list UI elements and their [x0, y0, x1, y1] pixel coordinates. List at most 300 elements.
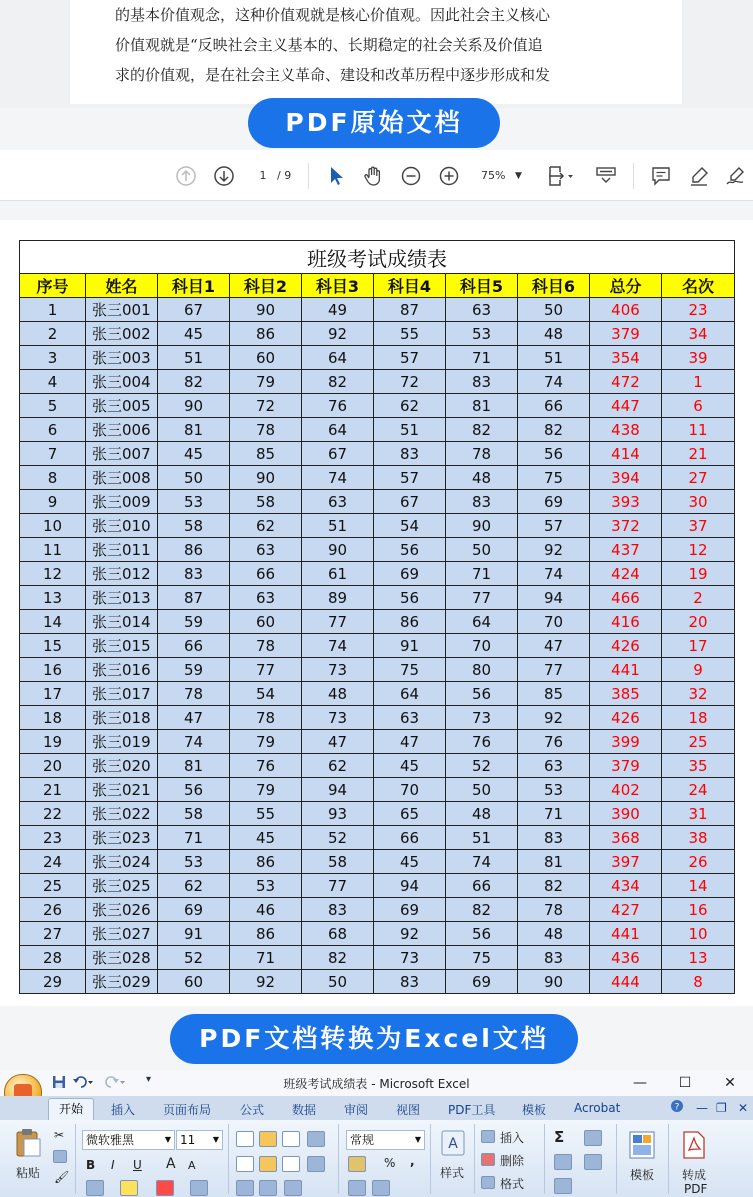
table-cell[interactable]: 10	[20, 514, 86, 538]
table-cell[interactable]: 张三001	[86, 298, 158, 322]
table-cell[interactable]: 21	[662, 442, 735, 466]
tab-data[interactable]: 数据	[292, 1103, 317, 1117]
table-cell[interactable]: 86	[374, 610, 446, 634]
table-cell[interactable]: 10	[662, 922, 735, 946]
decrease-indent-icon[interactable]	[236, 1180, 254, 1196]
table-cell[interactable]: 14	[662, 874, 735, 898]
select-cursor-icon[interactable]	[323, 163, 349, 189]
tab-home[interactable]: 开始	[48, 1098, 94, 1121]
table-cell[interactable]: 8	[20, 466, 86, 490]
table-cell[interactable]: 92	[230, 970, 302, 994]
table-cell[interactable]: 83	[374, 442, 446, 466]
table-cell[interactable]: 56	[374, 538, 446, 562]
page-number-input[interactable]: 1	[259, 169, 267, 182]
table-cell[interactable]: 379	[590, 754, 662, 778]
table-cell[interactable]: 82	[302, 370, 374, 394]
table-cell[interactable]: 29	[20, 970, 86, 994]
table-cell[interactable]: 90	[302, 538, 374, 562]
table-cell[interactable]: 69	[374, 562, 446, 586]
table-cell[interactable]: 402	[590, 778, 662, 802]
table-cell[interactable]: 82	[518, 418, 590, 442]
table-cell[interactable]: 28	[20, 946, 86, 970]
insert-cells-button[interactable]: 插入	[500, 1131, 525, 1145]
table-cell[interactable]: 23	[662, 298, 735, 322]
table-cell[interactable]: 444	[590, 970, 662, 994]
table-cell[interactable]: 49	[302, 298, 374, 322]
table-cell[interactable]: 25	[20, 874, 86, 898]
table-cell[interactable]: 4	[20, 370, 86, 394]
table-cell[interactable]: 50	[302, 970, 374, 994]
table-cell[interactable]: 53	[230, 874, 302, 898]
table-cell[interactable]: 72	[374, 370, 446, 394]
table-cell[interactable]: 83	[518, 826, 590, 850]
table-cell[interactable]: 60	[230, 346, 302, 370]
table-cell[interactable]: 427	[590, 898, 662, 922]
table-cell[interactable]: 69	[158, 898, 230, 922]
table-cell[interactable]: 74	[302, 634, 374, 658]
tab-view[interactable]: 视图	[396, 1103, 421, 1117]
table-cell[interactable]: 76	[518, 730, 590, 754]
table-cell[interactable]: 78	[518, 898, 590, 922]
table-cell[interactable]: 8	[662, 970, 735, 994]
zoom-level-select[interactable]	[475, 165, 527, 187]
font-color-icon[interactable]	[156, 1180, 174, 1196]
table-cell[interactable]: 82	[518, 874, 590, 898]
table-cell[interactable]: 51	[518, 346, 590, 370]
delete-cells-button[interactable]: 删除	[500, 1154, 525, 1168]
table-cell[interactable]: 45	[230, 826, 302, 850]
table-cell[interactable]: 65	[374, 802, 446, 826]
table-cell[interactable]: 48	[446, 466, 518, 490]
hand-tool-icon[interactable]	[360, 163, 386, 189]
table-cell[interactable]: 77	[302, 610, 374, 634]
table-cell[interactable]: 86	[158, 538, 230, 562]
table-cell[interactable]: 张三017	[86, 682, 158, 706]
table-cell[interactable]: 70	[374, 778, 446, 802]
table-cell[interactable]: 77	[518, 658, 590, 682]
table-cell[interactable]: 32	[662, 682, 735, 706]
table-cell[interactable]: 83	[158, 562, 230, 586]
table-cell[interactable]: 90	[158, 394, 230, 418]
table-cell[interactable]: 438	[590, 418, 662, 442]
table-cell[interactable]: 90	[518, 970, 590, 994]
table-cell[interactable]: 20	[662, 610, 735, 634]
table-cell[interactable]: 82	[158, 370, 230, 394]
table-cell[interactable]: 75	[374, 658, 446, 682]
table-cell[interactable]: 93	[302, 802, 374, 826]
table-cell[interactable]: 70	[446, 634, 518, 658]
table-cell[interactable]: 张三022	[86, 802, 158, 826]
cut-icon[interactable]: ✂	[54, 1128, 65, 1142]
table-cell[interactable]: 张三027	[86, 922, 158, 946]
table-cell[interactable]: 60	[158, 970, 230, 994]
save-icon[interactable]	[52, 1075, 66, 1092]
bold-button[interactable]: B	[86, 1158, 96, 1172]
table-cell[interactable]: 466	[590, 586, 662, 610]
comma-button[interactable]: ,	[410, 1154, 415, 1168]
table-cell[interactable]: 94	[374, 874, 446, 898]
table-cell[interactable]: 397	[590, 850, 662, 874]
border-icon[interactable]	[86, 1180, 104, 1196]
table-cell[interactable]: 78	[446, 442, 518, 466]
table-cell[interactable]: 81	[158, 418, 230, 442]
ribbon-close-icon[interactable]: ✕	[738, 1101, 749, 1115]
table-cell[interactable]: 18	[20, 706, 86, 730]
table-cell[interactable]: 15	[20, 634, 86, 658]
table-cell[interactable]: 45	[374, 850, 446, 874]
table-cell[interactable]: 424	[590, 562, 662, 586]
table-cell[interactable]: 11	[20, 538, 86, 562]
table-cell[interactable]: 51	[374, 418, 446, 442]
table-cell[interactable]: 85	[518, 682, 590, 706]
table-cell[interactable]: 81	[158, 754, 230, 778]
sign-icon[interactable]	[722, 163, 748, 189]
format-cells-button[interactable]: 格式	[500, 1177, 525, 1191]
table-cell[interactable]: 56	[518, 442, 590, 466]
table-cell[interactable]: 19	[20, 730, 86, 754]
table-cell[interactable]: 39	[662, 346, 735, 370]
table-cell[interactable]: 59	[158, 610, 230, 634]
table-cell[interactable]: 62	[374, 394, 446, 418]
template-button[interactable]: 模板	[630, 1168, 655, 1182]
table-cell[interactable]: 441	[590, 922, 662, 946]
delete-cells-icon[interactable]	[481, 1153, 495, 1166]
table-cell[interactable]: 38	[662, 826, 735, 850]
table-cell[interactable]: 50	[446, 538, 518, 562]
ribbon-minimize-icon[interactable]: —	[696, 1101, 708, 1115]
prev-page-icon[interactable]	[173, 163, 199, 189]
table-cell[interactable]: 45	[374, 754, 446, 778]
table-cell[interactable]: 71	[230, 946, 302, 970]
table-cell[interactable]: 3	[20, 346, 86, 370]
table-cell[interactable]: 81	[518, 850, 590, 874]
table-cell[interactable]: 张三015	[86, 634, 158, 658]
table-cell[interactable]: 56	[446, 682, 518, 706]
table-cell[interactable]: 25	[662, 730, 735, 754]
table-cell[interactable]: 48	[446, 802, 518, 826]
table-cell[interactable]: 57	[374, 466, 446, 490]
align-top-icon[interactable]	[236, 1131, 254, 1147]
table-cell[interactable]: 26	[20, 898, 86, 922]
table-cell[interactable]: 24	[20, 850, 86, 874]
table-cell[interactable]: 87	[158, 586, 230, 610]
table-cell[interactable]: 414	[590, 442, 662, 466]
table-cell[interactable]: 张三008	[86, 466, 158, 490]
table-cell[interactable]: 57	[374, 346, 446, 370]
table-cell[interactable]: 77	[446, 586, 518, 610]
table-cell[interactable]: 472	[590, 370, 662, 394]
table-cell[interactable]: 张三023	[86, 826, 158, 850]
table-cell[interactable]: 63	[230, 586, 302, 610]
table-cell[interactable]: 368	[590, 826, 662, 850]
table-cell[interactable]: 张三013	[86, 586, 158, 610]
table-cell[interactable]: 83	[302, 898, 374, 922]
styles-button[interactable]: 样式	[440, 1166, 465, 1180]
table-cell[interactable]: 46	[230, 898, 302, 922]
table-cell[interactable]: 12	[662, 538, 735, 562]
table-cell[interactable]: 张三007	[86, 442, 158, 466]
align-right-icon[interactable]	[282, 1156, 300, 1172]
table-cell[interactable]: 92	[374, 922, 446, 946]
table-cell[interactable]: 447	[590, 394, 662, 418]
table-cell[interactable]: 69	[374, 898, 446, 922]
underline-button[interactable]: U	[133, 1158, 142, 1172]
autosum-button[interactable]: Σ	[554, 1128, 565, 1146]
table-cell[interactable]: 72	[230, 394, 302, 418]
table-cell[interactable]: 52	[446, 754, 518, 778]
table-cell[interactable]: 92	[518, 706, 590, 730]
paste-icon[interactable]	[14, 1128, 42, 1158]
maximize-button[interactable]: ☐	[678, 1075, 692, 1091]
table-cell[interactable]: 2	[662, 586, 735, 610]
table-cell[interactable]: 张三016	[86, 658, 158, 682]
table-cell[interactable]: 24	[662, 778, 735, 802]
table-cell[interactable]: 73	[446, 706, 518, 730]
table-cell[interactable]: 68	[302, 922, 374, 946]
tab-formulas[interactable]: 公式	[240, 1103, 265, 1117]
table-cell[interactable]: 45	[158, 442, 230, 466]
table-cell[interactable]: 张三019	[86, 730, 158, 754]
table-cell[interactable]: 78	[230, 418, 302, 442]
tab-page-layout[interactable]: 页面布局	[163, 1103, 212, 1117]
table-cell[interactable]: 74	[518, 562, 590, 586]
table-cell[interactable]: 85	[230, 442, 302, 466]
table-cell[interactable]: 379	[590, 322, 662, 346]
table-cell[interactable]: 74	[158, 730, 230, 754]
sidebar-toggle-icon[interactable]	[592, 163, 620, 189]
insert-cells-icon[interactable]	[481, 1130, 495, 1143]
table-cell[interactable]: 张三018	[86, 706, 158, 730]
table-cell[interactable]: 75	[446, 946, 518, 970]
table-cell[interactable]: 70	[518, 610, 590, 634]
table-cell[interactable]: 张三004	[86, 370, 158, 394]
table-cell[interactable]: 35	[662, 754, 735, 778]
table-cell[interactable]: 47	[302, 730, 374, 754]
table-cell[interactable]: 399	[590, 730, 662, 754]
table-cell[interactable]: 64	[302, 346, 374, 370]
table-cell[interactable]: 64	[302, 418, 374, 442]
table-cell[interactable]: 94	[302, 778, 374, 802]
table-cell[interactable]: 74	[302, 466, 374, 490]
table-cell[interactable]: 86	[230, 850, 302, 874]
table-cell[interactable]: 83	[446, 490, 518, 514]
table-cell[interactable]: 62	[158, 874, 230, 898]
table-cell[interactable]: 20	[20, 754, 86, 778]
format-cells-icon[interactable]	[481, 1176, 495, 1189]
table-cell[interactable]: 13	[20, 586, 86, 610]
table-cell[interactable]: 91	[374, 634, 446, 658]
table-cell[interactable]: 6	[662, 394, 735, 418]
table-cell[interactable]: 66	[374, 826, 446, 850]
table-cell[interactable]: 16	[662, 898, 735, 922]
table-cell[interactable]: 436	[590, 946, 662, 970]
table-cell[interactable]: 59	[158, 658, 230, 682]
table-cell[interactable]: 67	[302, 442, 374, 466]
table-cell[interactable]: 张三011	[86, 538, 158, 562]
table-cell[interactable]: 94	[518, 586, 590, 610]
increase-decimal-icon[interactable]	[348, 1180, 366, 1196]
table-cell[interactable]: 张三025	[86, 874, 158, 898]
table-cell[interactable]: 86	[230, 322, 302, 346]
table-cell[interactable]: 17	[662, 634, 735, 658]
table-cell[interactable]: 60	[230, 610, 302, 634]
table-cell[interactable]: 83	[374, 970, 446, 994]
table-cell[interactable]: 23	[20, 826, 86, 850]
minimize-button[interactable]: —	[633, 1075, 647, 1091]
table-cell[interactable]: 张三002	[86, 322, 158, 346]
italic-button[interactable]: I	[111, 1158, 115, 1172]
tab-review[interactable]: 审阅	[344, 1103, 369, 1117]
grow-font-button[interactable]: A	[166, 1156, 176, 1172]
table-cell[interactable]: 67	[158, 298, 230, 322]
table-cell[interactable]: 47	[518, 634, 590, 658]
table-cell[interactable]: 21	[20, 778, 86, 802]
decrease-decimal-icon[interactable]	[372, 1180, 390, 1196]
table-cell[interactable]: 张三029	[86, 970, 158, 994]
table-cell[interactable]: 张三009	[86, 490, 158, 514]
table-cell[interactable]: 22	[20, 802, 86, 826]
table-cell[interactable]: 66	[518, 394, 590, 418]
table-cell[interactable]: 92	[302, 322, 374, 346]
table-cell[interactable]: 82	[446, 418, 518, 442]
table-cell[interactable]: 48	[518, 922, 590, 946]
table-cell[interactable]: 79	[230, 778, 302, 802]
font-name-select[interactable]	[82, 1130, 175, 1150]
table-cell[interactable]: 76	[302, 394, 374, 418]
ribbon-restore-icon[interactable]: ❐	[716, 1101, 727, 1115]
table-cell[interactable]: 80	[446, 658, 518, 682]
table-cell[interactable]: 1	[20, 298, 86, 322]
table-cell[interactable]: 58	[158, 802, 230, 826]
close-button[interactable]: ✕	[724, 1075, 736, 1091]
table-cell[interactable]: 54	[374, 514, 446, 538]
table-cell[interactable]: 7	[20, 442, 86, 466]
table-cell[interactable]: 53	[158, 850, 230, 874]
table-cell[interactable]: 79	[230, 730, 302, 754]
table-cell[interactable]: 张三024	[86, 850, 158, 874]
table-cell[interactable]: 58	[158, 514, 230, 538]
table-cell[interactable]: 416	[590, 610, 662, 634]
table-cell[interactable]: 71	[446, 346, 518, 370]
find-select-icon[interactable]	[584, 1154, 602, 1170]
table-cell[interactable]: 张三020	[86, 754, 158, 778]
table-cell[interactable]: 6	[20, 418, 86, 442]
fill-icon[interactable]	[554, 1154, 572, 1170]
table-cell[interactable]: 75	[518, 466, 590, 490]
table-cell[interactable]: 56	[446, 922, 518, 946]
number-format-select[interactable]	[346, 1130, 425, 1150]
table-cell[interactable]: 71	[158, 826, 230, 850]
table-cell[interactable]: 385	[590, 682, 662, 706]
table-cell[interactable]: 31	[662, 802, 735, 826]
increase-indent-icon[interactable]	[259, 1180, 277, 1196]
table-cell[interactable]: 51	[302, 514, 374, 538]
orientation-icon[interactable]	[284, 1180, 302, 1196]
convert-pdf-button-line2[interactable]: PDF	[684, 1182, 708, 1196]
table-cell[interactable]: 76	[446, 730, 518, 754]
table-cell[interactable]: 11	[662, 418, 735, 442]
table-cell[interactable]: 394	[590, 466, 662, 490]
table-cell[interactable]: 354	[590, 346, 662, 370]
fill-color-icon[interactable]	[120, 1180, 138, 1196]
comment-icon[interactable]	[648, 163, 674, 189]
table-cell[interactable]: 张三014	[86, 610, 158, 634]
align-center-icon[interactable]	[259, 1156, 277, 1172]
highlight-pen-icon[interactable]	[686, 163, 712, 189]
table-cell[interactable]: 66	[230, 562, 302, 586]
table-cell[interactable]: 66	[158, 634, 230, 658]
table-cell[interactable]: 66	[446, 874, 518, 898]
tab-templates[interactable]: 模板	[522, 1103, 547, 1117]
help-icon[interactable]	[670, 1099, 684, 1116]
shrink-font-button[interactable]: A	[188, 1159, 196, 1172]
table-cell[interactable]: 52	[158, 946, 230, 970]
table-cell[interactable]: 56	[158, 778, 230, 802]
table-cell[interactable]: 58	[230, 490, 302, 514]
zoom-out-icon[interactable]	[398, 163, 424, 189]
table-cell[interactable]: 18	[662, 706, 735, 730]
table-cell[interactable]: 76	[230, 754, 302, 778]
table-cell[interactable]: 50	[158, 466, 230, 490]
merge-center-icon[interactable]	[307, 1156, 325, 1172]
table-cell[interactable]: 57	[518, 514, 590, 538]
table-cell[interactable]: 张三003	[86, 346, 158, 370]
table-cell[interactable]: 69	[518, 490, 590, 514]
table-cell[interactable]: 54	[230, 682, 302, 706]
table-cell[interactable]: 17	[20, 682, 86, 706]
table-cell[interactable]: 87	[374, 298, 446, 322]
align-middle-icon[interactable]	[259, 1131, 277, 1147]
table-cell[interactable]: 27	[662, 466, 735, 490]
table-cell[interactable]: 51	[446, 826, 518, 850]
undo-icon[interactable]	[72, 1075, 94, 1092]
next-page-icon[interactable]	[211, 163, 237, 189]
customize-toolbar-icon[interactable]: ▾	[146, 1074, 152, 1085]
table-cell[interactable]: 30	[662, 490, 735, 514]
table-cell[interactable]: 63	[518, 754, 590, 778]
table-cell[interactable]: 5	[20, 394, 86, 418]
table-cell[interactable]: 张三010	[86, 514, 158, 538]
table-cell[interactable]: 64	[446, 610, 518, 634]
table-cell[interactable]: 61	[302, 562, 374, 586]
table-cell[interactable]: 26	[662, 850, 735, 874]
table-cell[interactable]: 77	[230, 658, 302, 682]
currency-icon[interactable]	[348, 1156, 366, 1172]
tab-insert[interactable]: 插入	[111, 1103, 136, 1117]
table-cell[interactable]: 78	[230, 706, 302, 730]
table-cell[interactable]: 71	[518, 802, 590, 826]
table-cell[interactable]: 63	[302, 490, 374, 514]
table-cell[interactable]: 91	[158, 922, 230, 946]
table-cell[interactable]: 63	[230, 538, 302, 562]
table-cell[interactable]: 58	[302, 850, 374, 874]
table-cell[interactable]: 73	[302, 706, 374, 730]
table-cell[interactable]: 51	[158, 346, 230, 370]
table-cell[interactable]: 83	[446, 370, 518, 394]
table-cell[interactable]: 62	[230, 514, 302, 538]
table-cell[interactable]: 74	[446, 850, 518, 874]
table-cell[interactable]: 53	[158, 490, 230, 514]
table-cell[interactable]: 63	[374, 706, 446, 730]
sort-filter-icon[interactable]	[584, 1130, 602, 1146]
table-cell[interactable]: 69	[446, 970, 518, 994]
table-cell[interactable]: 77	[302, 874, 374, 898]
table-cell[interactable]: 86	[230, 922, 302, 946]
wrap-text-icon[interactable]	[307, 1131, 325, 1147]
table-cell[interactable]: 67	[374, 490, 446, 514]
table-cell[interactable]: 37	[662, 514, 735, 538]
table-cell[interactable]: 82	[302, 946, 374, 970]
